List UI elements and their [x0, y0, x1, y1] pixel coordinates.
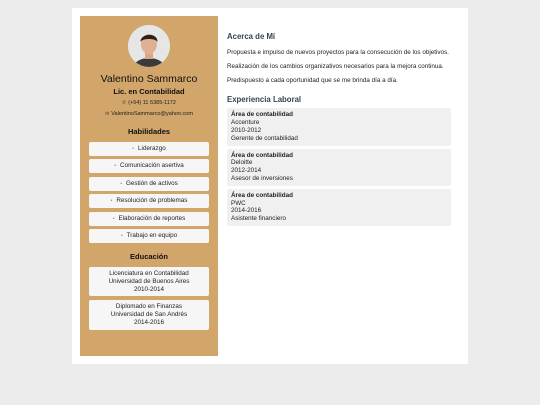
- resume-main: [227, 32, 452, 226]
- skill-item: • Liderazgo: [89, 142, 209, 156]
- education-title: Educación: [130, 252, 168, 261]
- skill-item: • Resolución de problemas: [89, 194, 209, 208]
- email-text: ValentinoSammarco@yahoo.com: [111, 111, 193, 117]
- avatar: [128, 25, 170, 67]
- about-paragraph: Realización de los cambios organizativos necesarios para la mejora continua.: [227, 62, 444, 70]
- skills-list: [80, 142, 218, 244]
- phone-icon: ✆: [122, 100, 127, 106]
- bullet-icon: •: [120, 233, 123, 239]
- bullet-icon: •: [120, 180, 122, 187]
- profile-photo: [128, 25, 170, 67]
- contact-phone: [80, 98, 218, 108]
- bullet-icon: •: [110, 198, 113, 204]
- skill-item: • Elaboración de reportes: [89, 212, 209, 226]
- profile-degree: Lic. en Contabilidad: [113, 87, 185, 96]
- experience-title: Experiencia Laboral: [227, 95, 302, 105]
- job-entry: Área de contabilidad PWC 2014-2016 Asistente financiero: [227, 189, 451, 226]
- job-entry: Área de contabilidad Deloitte 2012-2014 Asesor de inversiones: [227, 149, 451, 186]
- education-item: Diplomado en Finanzas Universidad de San Andrés 2014-2016: [89, 300, 209, 329]
- resume-sidebar: [80, 16, 218, 356]
- phone-text: (+54) 11 5385-1172: [128, 100, 176, 106]
- about-paragraph: Predispuesto a cada oportunidad que se me brinda día a día.: [227, 76, 398, 84]
- resume-card: [72, 8, 468, 364]
- skills-title: Habilidades: [127, 127, 171, 136]
- profile-name: Valentino Sammarco: [100, 73, 198, 85]
- education-item: Licenciatura en Contabilidad Universidad de Buenos Aires 2010-2014: [89, 267, 209, 296]
- skill-item: • Trabajo en equipo: [89, 229, 209, 243]
- job-entry: Área de contabilidad Accenture 2010-2012 Gerente de contabilidad: [227, 108, 451, 145]
- skill-item: • Comunicación asertiva: [89, 159, 209, 173]
- bullet-icon: •: [114, 163, 117, 169]
- envelope-icon: ✉: [105, 111, 110, 117]
- bullet-icon: •: [112, 215, 115, 222]
- about-paragraph: Propuesta e impulso de nuevos proyectos para la consecución de los objetivos.: [227, 49, 449, 56]
- about-title: Acerca de Mí: [227, 32, 276, 41]
- contact-email: [80, 109, 218, 119]
- skill-item: • Gestión de activos: [89, 177, 209, 191]
- bullet-icon: •: [132, 145, 135, 152]
- experience-list: [227, 108, 452, 226]
